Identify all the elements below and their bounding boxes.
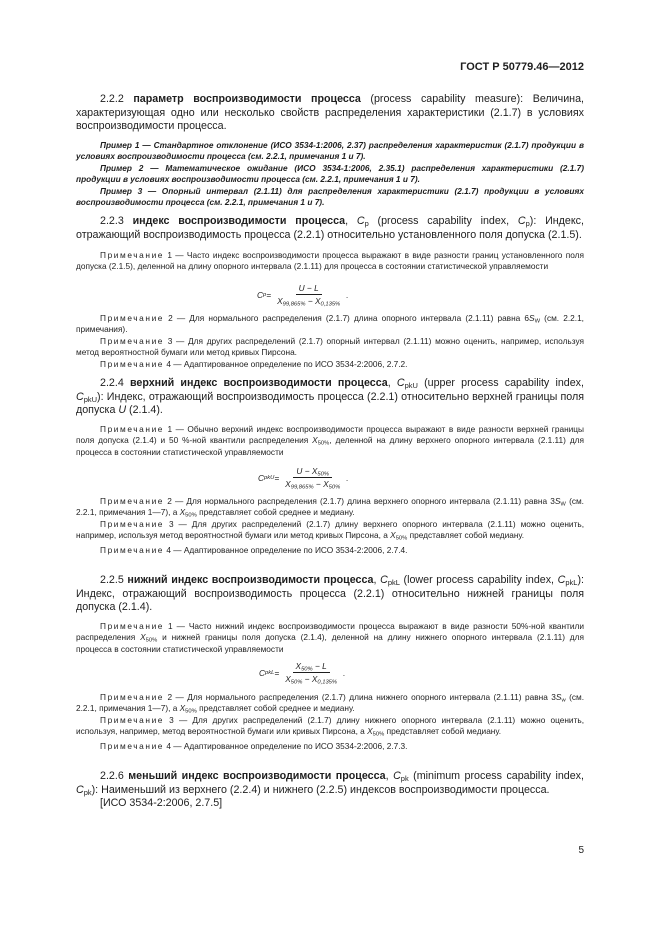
definition-paragraph: 2.2.4 верхний индекс воспроизводимости процесса, $C_{pkU}$ (upper process capability index, $C_{pkU}$): Индекс, отражающий воспроизводимость процесса (2.2.1) относительно верхней границы поля допуска U (2.1.4). — [76, 377, 584, 417]
notes-2-2-3 — [76, 313, 584, 370]
note-2-2-4-1: Примечание 1 — Обычно верхний индекс воспроизводимости процесса выражают в виде разности верхней границы поля допуска (2.1.4) и 50 %-ной квантили распределения $X_{50\%}$, деленной на длину верхнего опорного интервала (2.1.11) для процесса в состоянии статистической управляемости — [76, 424, 584, 457]
notes-2-2-4 — [76, 496, 584, 556]
section-2-2-5 — [76, 574, 584, 615]
note-2: Примечание 2 — Для нормального распределения (2.1.7) длина верхнего опорного интервала (2.1.11) равна $3S_W$ (см. 2.2.1, примечания 1—7), а $X_{50\%}$ представляет собой среднее и медиану. — [76, 496, 584, 519]
examples-2-2-2 — [76, 140, 584, 208]
note-4: Примечание 4 — Адаптированное определение по ИСО 3534-2:2006, 2.7.2. — [100, 358, 408, 369]
formula-cpkl: C pkL = $\frac{X_{50\%} - L}{X_{50\%} - X_{0,135\%}}$ . — [259, 661, 346, 686]
note-3: Примечание 3 — Для других распределений (2.1.7) опорный интервал (2.1.11) можно оценить, например, используя метод вероятностной бумаги или метод кривых Пирсона. — [76, 335, 584, 358]
section-2-2-6 — [76, 770, 584, 811]
formula-cp: C p = $\frac{U - L}{X_{99,865\%} - X_{0,135\%}}$ . — [257, 283, 349, 308]
note-2: Примечание 2 — Для нормального распределения (2.1.7) длина опорного интервала (2.1.11) равна $6S_W$ (см. 2.2.1, примечания). — [76, 313, 584, 335]
notes-2-2-5 — [76, 692, 584, 752]
section-2-2-2 — [76, 93, 584, 134]
definition-paragraph: 2.2.5 нижний индекс воспроизводимости процесса, $C_{pkL}$ (lower process capability index, $C_{pkL}$): Индекс, отражающий воспроизводимость процесса (2.2.1) относительно нижней границы поля допуска (2.1.4). — [76, 574, 584, 614]
example-1: Пример 1 — Стандартное отклонение (ИСО 3534-1:2006, 2.37) распределения характеристик (2.1.7) продукции в условиях воспроизводимости процесса (см. 2.2.1, примечания 1 и 7). — [76, 140, 584, 162]
definition-paragraph: 2.2.2 параметр воспроизводимости процесса (process capability measure): Величина, характеризующая одно или несколько свойств распределения характеристики (2.1.7) в условиях воспроизводимости процесса. — [76, 93, 584, 133]
term: параметр воспроизводимости процесса — [133, 93, 361, 105]
note-3: Примечание 3 — Для других распределений (2.1.7) длину нижнего опорного интервала (2.1.11) можно оценить, используя, например, метод вероятностной бумаги или кривых Пирсона, а $X_{50\%}$ представляет собой медиану. — [76, 714, 584, 738]
section-2-2-3 — [76, 215, 584, 242]
section-2-2-4 — [76, 377, 584, 418]
note-2-2-5-1: Примечание 1 — Часто нижний индекс воспроизводимости процесса выражают в виде разности 50%-ной квантили распределения $X_{50\%}$ и нижней границы поля допуска (2.1.4), деленной на длину нижнего опорного интервала (2.1.11) для процесса в состоянии статистической управляемости — [76, 621, 584, 654]
document-page — [76, 0, 584, 935]
page-number: 5 — [578, 845, 584, 856]
note-4: Примечание 4 — Адаптированное определение по ИСО 3534-2:2006, 2.7.4. — [100, 544, 408, 555]
note-4: Примечание 4 — Адаптированное определение по ИСО 3534-2:2006, 2.7.3. — [100, 740, 408, 751]
note-2-2-3-1: Примечание 1 — Часто индекс воспроизводимости процесса выражают в виде разности границ установленного поля допуска (2.1.5), деленной на длину опорного интервала (2.1.11) для процесса в состоянии статистической управляемости — [76, 250, 584, 272]
source-reference: [ИСО 3534-2:2006, 2.7.5] — [100, 797, 223, 810]
document-header: ГОСТ Р 50779.46—2012 — [460, 61, 584, 73]
note-3: Примечание 3 — Для других распределений (2.1.7) длину верхнего опорного интервала (2.1.11) можно оценить, например, используя метод вероятностной бумаги или метод кривых Пирсона, а $X_{50\%}$ представляет собой медиану. — [76, 518, 584, 542]
formula-cpku: C pkU = $\frac{U - X_{50\%}}{X_{99,865\%} - X_{50\%}}$ . — [258, 466, 349, 491]
definition-paragraph: 2.2.3 индекс воспроизводимости процесса, $C_p$ (process capability index, $C_p$): Индекс, отражающий воспроизводимость процесса (2.2.1) относительно установленного поля допуска (2.1.5). — [76, 215, 584, 241]
note-2: Примечание 2 — Для нормального распределения (2.1.7) длина нижнего опорного интервала (2.1.11) равна $3S_w$ (см. 2.2.1, примечания 1—7), а $X_{50\%}$ представляет собой среднее и медиану. — [76, 692, 585, 715]
example-2: Пример 2 — Математическое ожидание (ИСО 3534-1:2006, 2.35.1) распределения характеристики (2.1.7) продукции в условиях воспроизводимости процесса (см. 2.2.1, примечания 1 и 7). — [76, 162, 584, 185]
definition-paragraph: 2.2.6 меньший индекс воспроизводимости процесса, $C_{pk}$ (minimum process capability index, $C_{pk}$): Наименьший из верхнего (2.2.4) и нижнего (2.2.5) индексов воспроизводимости процесса. — [76, 770, 584, 797]
example-3: Пример 3 — Опорный интервал (2.1.11) для распределения характеристики (2.1.7) продукции в условиях воспроизводимости процесса (см. 2.2.1, примечания 1 и 7). — [76, 185, 584, 208]
